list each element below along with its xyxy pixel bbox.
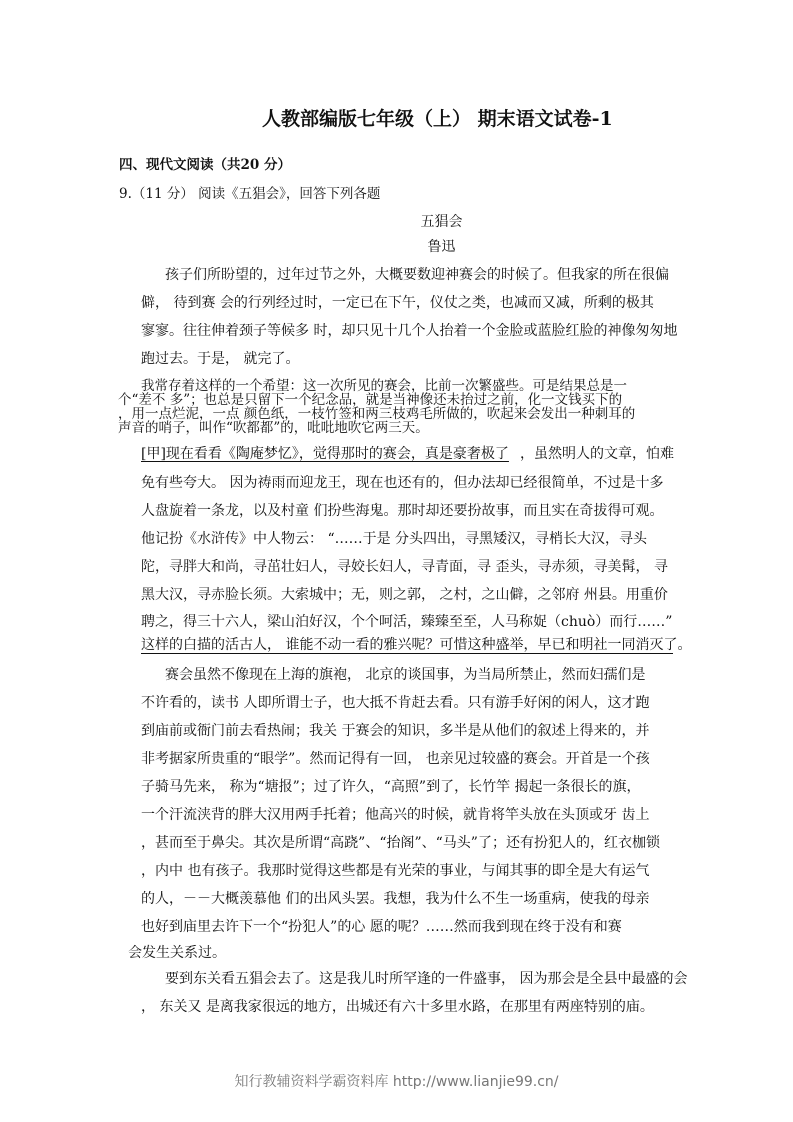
- passage-line: 子骑马先来， 称为“塘报”；过了许久，“高照”到了，长竹竿 揭起一条很长的旗，: [141, 779, 641, 795]
- passage-line: 会发生关系过。: [128, 945, 226, 961]
- passage-line: 赛会虽然不像现在上海的旗袍， 北京的谈国事，为当局所禁止，然而妇孺们是: [165, 667, 646, 683]
- passage-line: ， 东关又 是离我家很远的地方，出城还有六十多里水路，在那里有两座特别的庙。: [141, 999, 654, 1015]
- passage-line: 他记扮《水浒传》中人物云： “……于是 分头四出，寻黑矮汉，寻梢长大汉，寻头: [141, 531, 648, 547]
- passage-line: 黑大汉，寻赤脸长须。大索城中；无，则之郭， 之村，之山僻，之邻府 州县。用重价: [141, 587, 668, 603]
- passage-line: 这样的白描的活古人， 谁能不动一看的雅兴呢？可惜这种盛举，早已和明社一同消灭了。: [141, 637, 692, 653]
- page-title: 人教部编版七年级（上） 期末语文试卷-1: [262, 108, 613, 130]
- passage-line: 寥寥。往往伸着颈子等候多 时，却只见十几个人抬着一个金脸或蓝脸红脸的神像匆匆地: [141, 323, 678, 339]
- passage-line: 声音的哨子，叫作“吹都都”的，吡吡地吹它两三天。: [118, 420, 429, 436]
- question-prompt: 9.（11 分） 阅读《五猖会》，回答下列各题: [119, 186, 381, 202]
- passage-line: ，虽然明人的文章，怕难: [520, 446, 674, 462]
- footer-watermark: 知行教辅资料学霸资料库 http://www.lianjie99.cn/: [234, 1074, 559, 1090]
- passage-line-underlined: [甲]现在看看《陶庵梦忆》，觉得那时的赛会，真是豪奢极了: [141, 446, 509, 462]
- passage-line: 僻， 待到赛 会的行列经过时，一定已在下午，仪仗之类，也减而又减，所剩的极其: [141, 295, 654, 311]
- passage-line: 免有些夸大。 因为祷雨而迎龙王，现在也还有的，但办法却已经很简单，不过是十多: [141, 475, 664, 491]
- passage-author: 鲁迅: [427, 239, 456, 255]
- passage-line: ，内中 也有孩子。我那时觉得这些都是有光荣的事业，与闻其事的即全是大有运气: [141, 863, 650, 879]
- passage-line: 陀，寻胖大和尚，寻茁壮妇人，寻姣长妇人，寻青面，寻 歪头，寻赤须，寻美髯， 寻: [141, 559, 668, 575]
- passage-line: 的人，－－大概羡慕他 们的出风头罢。我想，我为什么不生一场重病，使我的母亲: [141, 891, 650, 907]
- passage-title: 五猖会: [420, 214, 463, 230]
- passage-line: 不许看的，读书 人即所谓士子，也大抵不肯赶去看。只有游手好闲的闲人，这才跑: [141, 695, 650, 711]
- passage-line: 我常存着这样的一个希望：这一次所见的赛会，比前一次繁盛些。可是结果总是一: [141, 378, 627, 394]
- passage-line: 聘之，得三十六人，梁山泊好汉，个个呵活，臻臻至至，人马称娖（chuò）而行……”: [141, 614, 673, 630]
- passage-line: 人盘旋着一条龙，以及村童 们扮些海鬼。那时却还要扮故事，而且实在奇拔得可观。: [141, 503, 664, 519]
- passage-line: ，甚而至于鼻尖。其次是所谓“高跷”、“抬阁”、“马头”了；还有扮犯人的，红衣枷锁: [141, 835, 660, 851]
- passage-line: 到庙前或衙门前去看热闹；我关 于赛会的知识，多半是从他们的叙述上得来的，并: [141, 723, 650, 739]
- passage-line: ，用一点烂泥，一点 颜色纸，一枝竹签和两三枝鸡毛所做的，吹起来会发出一种刺耳的: [118, 406, 636, 422]
- passage-line: 一个汗流浃背的胖大汉用两手托着；他高兴的时候，就肯将竿头放在头顶或牙 齿上: [141, 807, 650, 823]
- passage-line: 也好到庙里去许下一个“扮犯人”的心 愿的呢？……然而我到现在终于没有和赛: [141, 919, 622, 935]
- underline-rule: [141, 653, 673, 654]
- passage-line: 要到东关看五猖会去了。这是我儿时所罕逢的一件盛事， 因为那会是全县中最盛的会: [165, 971, 688, 987]
- passage-line: 跑过去。于是， 就完了。: [141, 351, 300, 367]
- passage-line: 孩子们所盼望的，过年过节之外，大概要数迎神赛会的时候了。但我家的所在很偏: [165, 267, 669, 283]
- passage-line: 个“差不 多”；也总是只留下一个纪念品，就是当神像还未抬过之前，化一文钱买下的: [118, 392, 623, 408]
- section-heading: 四、现代文阅读（共20 分）: [119, 157, 291, 173]
- passage-line: 非考据家所贵重的“眼学”。然而记得有一回， 也亲见过较盛的赛会。开首是一个孩: [141, 751, 650, 767]
